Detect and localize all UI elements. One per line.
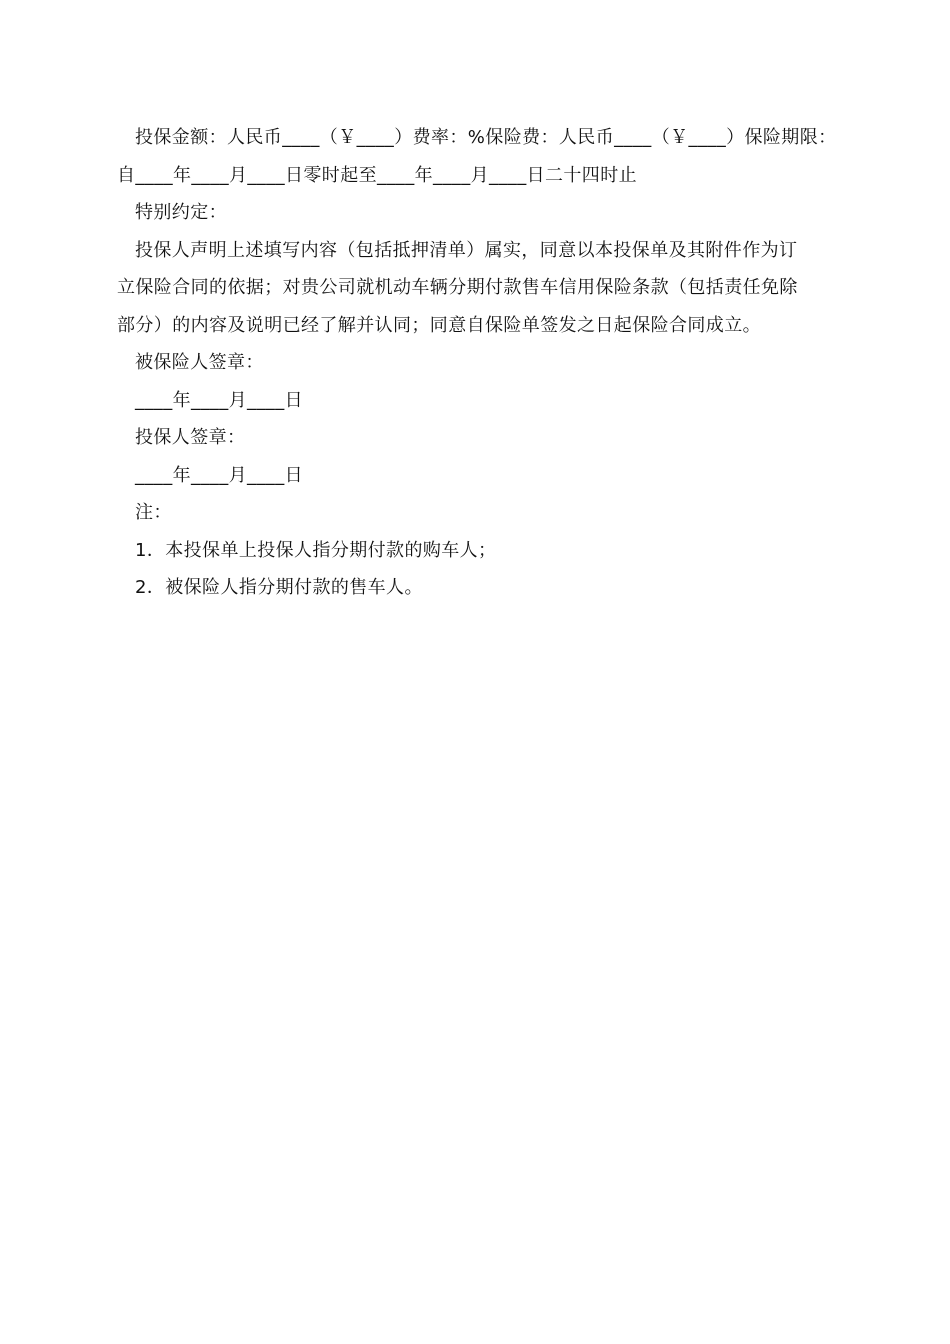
insured-signature-label: 被保险人签章： (135, 352, 264, 373)
note-item-1: 1．本投保单上投保人指分期付款的购车人； (135, 539, 497, 561)
insured-amount-line: 投保金额：人民币____（￥____）费率：%保险费：人民币____（￥____）保险期限： (135, 127, 837, 148)
declaration-line-3: 部分）的内容及说明已经了解并认同；同意自保险单签发之日起保险合同成立。 (117, 314, 761, 336)
insured-signature-date: ____年____月____日 (135, 389, 303, 411)
insurance-period-line: 自____年____月____日零时起至____年____月____日二十四时止 (117, 164, 637, 186)
applicant-signature-date: ____年____月____日 (135, 464, 303, 486)
note-item-2: 2．被保险人指分期付款的售车人。 (135, 577, 423, 598)
declaration-line-2: 立保险合同的依据；对贵公司就机动车辆分期付款售车信用保险条款（包括责任免除 (117, 277, 798, 298)
declaration-line-1: 投保人声明上述填写内容（包括抵押清单）属实，同意以本投保单及其附件作为订 (135, 239, 798, 261)
applicant-signature-label: 投保人签章： (135, 427, 246, 448)
notes-heading: 注： (135, 502, 172, 523)
document-body (117, 119, 839, 607)
special-terms-heading: 特别约定： (135, 202, 227, 223)
